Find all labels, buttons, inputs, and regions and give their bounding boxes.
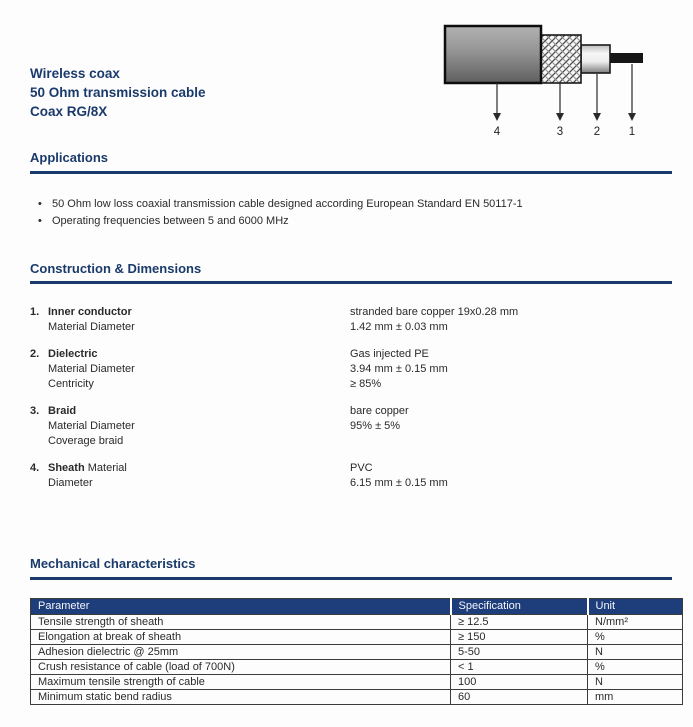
cell-specification: < 1: [451, 660, 588, 675]
title-line-1: Wireless coax: [30, 66, 120, 81]
construction-line: [30, 320, 518, 335]
col-header-specification: Specification: [451, 599, 588, 615]
table-row: [31, 630, 683, 645]
applications-bullet-list: [38, 196, 523, 230]
cell-specification: 60: [451, 690, 588, 705]
construction-line: [30, 461, 518, 476]
item-value: [350, 434, 518, 449]
cell-specification: ≥ 150: [451, 630, 588, 645]
item-number: 1.: [30, 306, 40, 318]
table-row: [31, 675, 683, 690]
cable-inner-conductor: [610, 53, 643, 63]
construction-line: [30, 476, 518, 491]
item-label: Centricity: [48, 378, 94, 390]
title-line-2: 50 Ohm transmission cable: [30, 85, 206, 100]
title-line-3: Coax RG/8X: [30, 104, 108, 119]
table-row: [31, 690, 683, 705]
cell-unit: %: [588, 630, 683, 645]
cell-specification: ≥ 12.5: [451, 615, 588, 630]
cell-unit: N/mm²: [588, 615, 683, 630]
cell-parameter: Crush resistance of cable (load of 700N): [31, 660, 451, 675]
item-value: 6.15 mm ± 0.15 mm: [350, 477, 448, 489]
page-title: [30, 64, 206, 121]
construction-item-braid: [30, 404, 518, 449]
item-label: Material Diameter: [48, 363, 135, 375]
list-item: [38, 213, 523, 230]
cell-parameter: Elongation at break of sheath: [31, 630, 451, 645]
item-label: Dielectric: [48, 348, 98, 360]
col-header-parameter: Parameter: [31, 599, 451, 615]
item-label: Braid: [48, 405, 77, 417]
item-value: 1.42 mm ± 0.03 mm: [350, 321, 448, 333]
mechanical-heading: Mechanical characteristics: [30, 556, 196, 571]
bullet-icon: •: [38, 215, 42, 227]
cell-parameter: Maximum tensile strength of cable: [31, 675, 451, 690]
bullet-text: 50 Ohm low loss coaxial transmission cable designed according European Standard EN 50117-1: [52, 198, 523, 210]
construction-item-inner-conductor: [30, 305, 518, 335]
cell-specification: 5-50: [451, 645, 588, 660]
construction-line: [30, 305, 518, 320]
list-item: [38, 196, 523, 213]
construction-line: [30, 362, 518, 377]
cell-unit: mm: [588, 690, 683, 705]
table-header-row: [31, 599, 683, 615]
construction-line: [30, 434, 518, 449]
cell-parameter: Adhesion dielectric @ 25mm: [31, 645, 451, 660]
cell-parameter: Minimum static bend radius: [31, 690, 451, 705]
section-divider: [30, 171, 672, 174]
item-label: Material Diameter: [48, 321, 135, 333]
section-divider: [30, 281, 672, 284]
part-label-dielectric: 2: [593, 126, 601, 138]
cable-diagram: [440, 6, 693, 146]
cell-unit: %: [588, 660, 683, 675]
item-label: Material Diameter: [48, 420, 135, 432]
item-label: Diameter: [48, 477, 93, 489]
applications-heading: Applications: [30, 150, 109, 165]
item-value: 95% ± 5%: [350, 420, 401, 432]
cell-specification: 100: [451, 675, 588, 690]
table-row: [31, 645, 683, 660]
construction-line: [30, 347, 518, 362]
table-row: [31, 615, 683, 630]
arrowhead-icon: [493, 113, 636, 121]
item-number: 2.: [30, 348, 40, 360]
cable-sheath: [445, 26, 541, 83]
cell-unit: N: [588, 645, 683, 660]
item-label: Inner conductor: [48, 306, 132, 318]
table-row: [31, 660, 683, 675]
item-value: PVC: [350, 462, 373, 474]
item-value: Gas injected PE: [350, 348, 429, 360]
item-number: 3.: [30, 405, 40, 417]
item-label: Sheath Material: [48, 462, 127, 474]
part-label-inner-conductor: 1: [628, 126, 636, 138]
item-value: 3.94 mm ± 0.15 mm: [350, 363, 448, 375]
section-divider: [30, 577, 672, 580]
cable-dielectric: [581, 45, 610, 73]
cell-parameter: Tensile strength of sheath: [31, 615, 451, 630]
bullet-text: Operating frequencies between 5 and 6000 MHz: [52, 215, 289, 227]
construction-line: [30, 404, 518, 419]
cell-unit: N: [588, 675, 683, 690]
construction-list: [30, 305, 518, 503]
construction-line: [30, 419, 518, 434]
part-label-sheath: 4: [493, 126, 501, 138]
bullet-icon: •: [38, 198, 42, 210]
mechanical-table: [30, 598, 683, 705]
construction-item-sheath: [30, 461, 518, 491]
item-value: ≥ 85%: [350, 378, 382, 390]
part-label-braid: 3: [556, 126, 564, 138]
construction-line: [30, 377, 518, 392]
item-value: bare copper: [350, 405, 409, 417]
item-value: stranded bare copper 19x0.28 mm: [350, 306, 519, 318]
item-label: Coverage braid: [48, 435, 124, 447]
construction-heading: Construction & Dimensions: [30, 261, 202, 276]
item-number: 4.: [30, 462, 40, 474]
cable-braid: [541, 35, 581, 83]
col-header-unit: Unit: [588, 599, 683, 615]
construction-item-dielectric: [30, 347, 518, 392]
